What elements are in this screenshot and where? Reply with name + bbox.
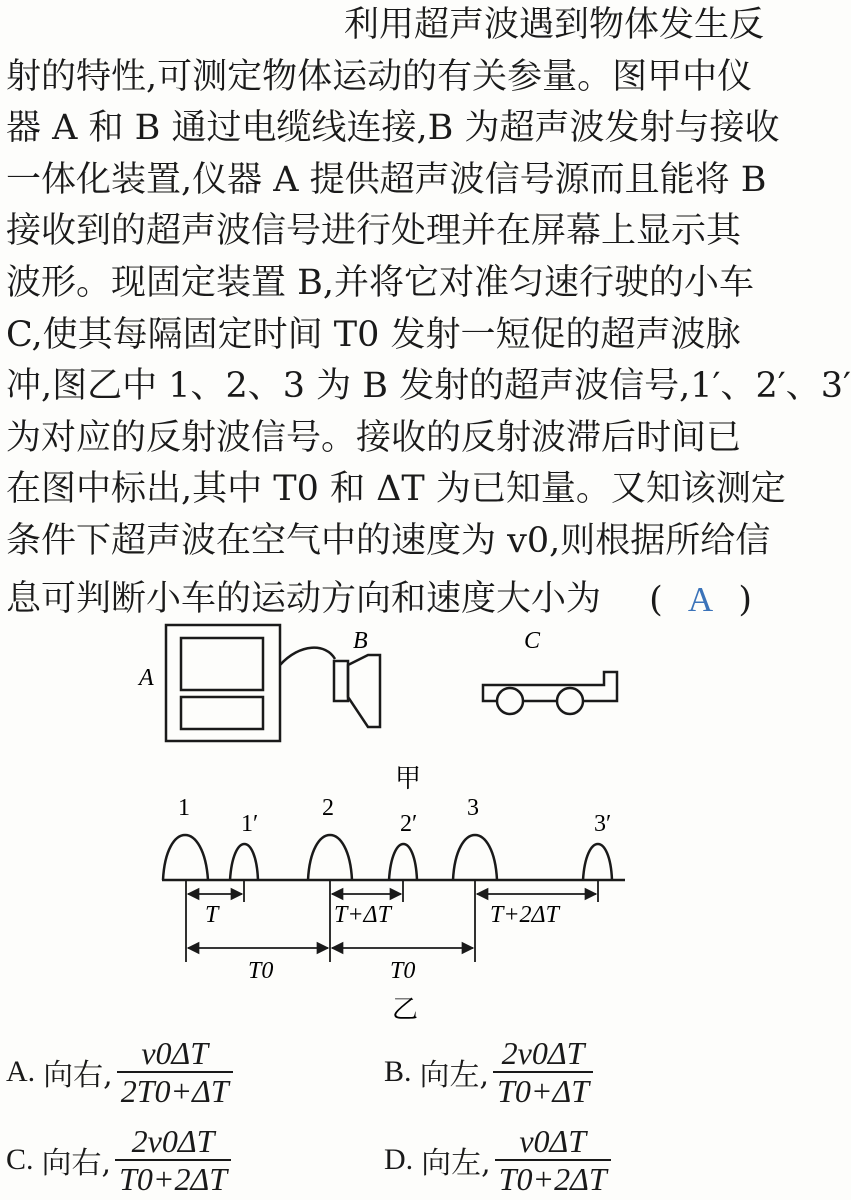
question-line-1: 利用超声波遇到物体发生反 bbox=[344, 5, 765, 45]
car-c-wheel-right bbox=[557, 688, 583, 714]
question-line-8: 冲,图乙中 1、2、3 为 B 发射的超声波信号,1′、2′、3′ bbox=[6, 366, 851, 407]
option-a-fraction bbox=[117, 1035, 233, 1109]
option-a-numerator: v0ΔT bbox=[141, 1035, 209, 1071]
option-b-denominator: T0+ΔT bbox=[493, 1071, 593, 1109]
label-a: A bbox=[139, 665, 154, 691]
interval-t0-b-label: T0 bbox=[390, 958, 416, 984]
answer-open-paren: ( bbox=[649, 579, 663, 620]
option-b-fraction bbox=[493, 1035, 593, 1109]
question-line-6: 波形。现固定装置 B,并将它对准匀速行驶的小车 bbox=[6, 262, 754, 303]
pulse-label-3p: 3′ bbox=[594, 811, 612, 837]
option-c-fraction bbox=[115, 1123, 231, 1197]
question-text bbox=[6, 0, 851, 626]
option-a-denominator: 2T0+ΔT bbox=[117, 1071, 233, 1109]
pulse-1 bbox=[163, 835, 208, 880]
option-c-direction: 向右, bbox=[41, 1146, 112, 1181]
interval-t0-a-label: T0 bbox=[248, 958, 274, 984]
question-line-12-text: 息可判断小车的运动方向和速度大小为 bbox=[6, 578, 602, 619]
question-line-2: 射的特性,可测定物体运动的有关参量。图甲中仪 bbox=[6, 56, 753, 97]
question-line-10: 在图中标出,其中 T0 和 ΔT 为已知量。又知该测定 bbox=[6, 469, 786, 510]
option-c-letter: C. bbox=[6, 1143, 34, 1176]
question-line-9: 为对应的反射波信号。接收的反射波滞后时间已 bbox=[6, 417, 742, 458]
cable bbox=[280, 648, 335, 665]
question-line-11: 条件下超声波在空气中的速度为 v0,则根据所给信 bbox=[6, 520, 771, 561]
option-a[interactable] bbox=[6, 1035, 233, 1109]
caption-jia: 甲 bbox=[395, 764, 422, 793]
option-b-numerator: 2v0ΔT bbox=[501, 1035, 585, 1071]
interval-t-label: T bbox=[205, 902, 219, 928]
transducer-b-horn bbox=[348, 655, 380, 727]
answer-value: A bbox=[687, 579, 714, 619]
figure-jia bbox=[0, 615, 764, 805]
pulse-label-2p: 2′ bbox=[400, 811, 418, 837]
option-d-fraction bbox=[495, 1123, 611, 1197]
pulse-label-1p: 1′ bbox=[241, 811, 259, 837]
question-line-5: 接收到的超声波信号进行处理并在屏幕上显示其 bbox=[6, 211, 742, 252]
option-b-letter: B. bbox=[384, 1055, 412, 1088]
interval-t-2dt-label: T+2ΔT bbox=[490, 902, 559, 928]
interval-t-dt-label: T+ΔT bbox=[334, 902, 391, 928]
pulse-label-2: 2 bbox=[322, 795, 334, 821]
option-b-direction: 向左, bbox=[419, 1058, 490, 1093]
pulse-2 bbox=[308, 835, 352, 880]
question-line-4: 一体化装置,仪器 A 提供超声波信号源而且能将 B bbox=[6, 159, 767, 200]
option-c-numerator: 2v0ΔT bbox=[131, 1123, 215, 1159]
figure-yi bbox=[0, 790, 764, 1040]
question-line-7: C,使其每隔固定时间 T0 发射一短促的超声波脉 bbox=[6, 314, 741, 355]
transducer-b-base bbox=[334, 661, 348, 701]
pulse-label-1: 1 bbox=[178, 795, 190, 821]
label-b: B bbox=[353, 628, 368, 654]
pulse-3 bbox=[453, 835, 497, 880]
pulse-2-reflect bbox=[389, 844, 417, 880]
label-c: C bbox=[524, 628, 541, 654]
caption-yi: 乙 bbox=[392, 995, 419, 1024]
pulse-label-3: 3 bbox=[467, 795, 479, 821]
option-b[interactable] bbox=[384, 1035, 593, 1109]
option-a-direction: 向右, bbox=[43, 1058, 113, 1093]
option-c[interactable] bbox=[6, 1123, 231, 1197]
answer-close-paren: ) bbox=[738, 579, 752, 620]
option-d-direction: 向左, bbox=[421, 1146, 491, 1181]
question-line-3: 器 A 和 B 通过电缆线连接,B 为超声波发射与接收 bbox=[6, 108, 780, 149]
pulse-3-reflect bbox=[583, 844, 612, 880]
instrument-a-panel bbox=[181, 697, 263, 729]
instrument-a-screen bbox=[181, 638, 263, 690]
option-d-denominator: T0+2ΔT bbox=[495, 1159, 611, 1197]
option-c-denominator: T0+2ΔT bbox=[115, 1159, 231, 1197]
car-c-wheel-left bbox=[497, 688, 523, 714]
option-a-letter: A. bbox=[6, 1055, 36, 1088]
option-d[interactable] bbox=[384, 1123, 611, 1197]
option-d-letter: D. bbox=[384, 1143, 414, 1176]
pulse-1-reflect bbox=[230, 844, 258, 880]
option-d-numerator: v0ΔT bbox=[519, 1123, 587, 1159]
